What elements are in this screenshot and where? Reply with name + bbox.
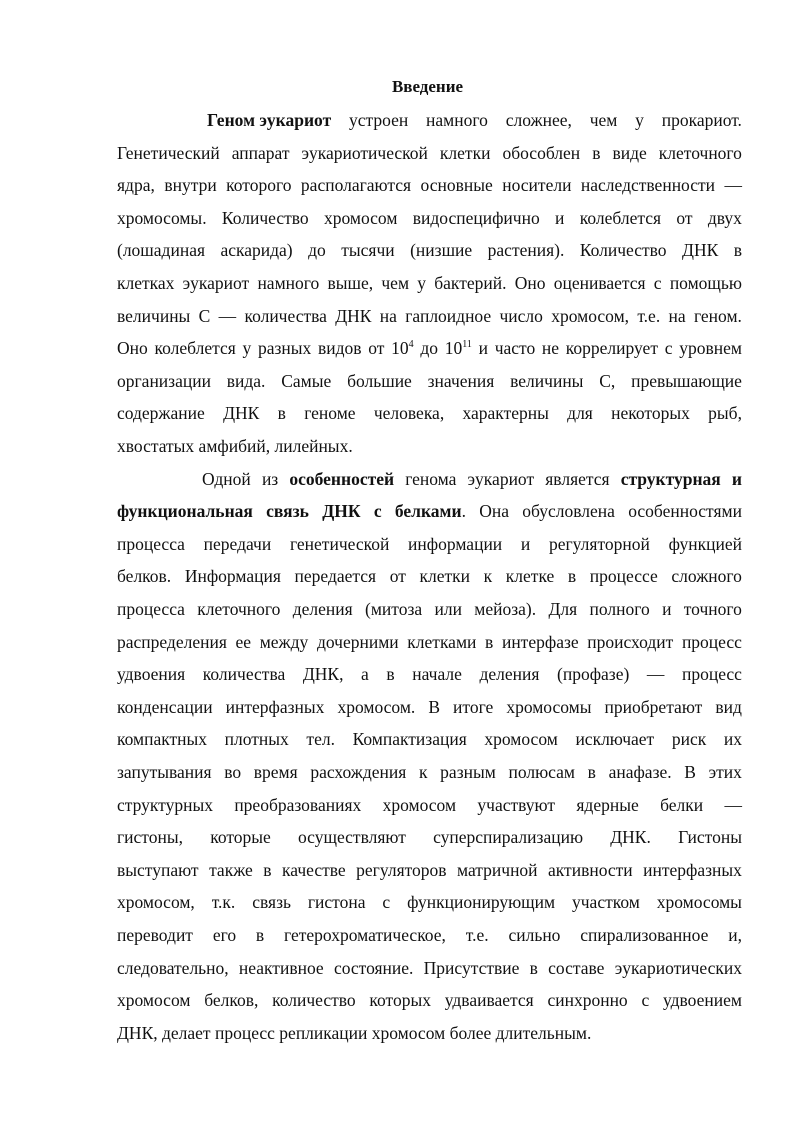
text-line — [117, 793, 742, 817]
text-line — [117, 662, 742, 686]
word: чем — [381, 273, 410, 293]
text-line — [117, 564, 742, 588]
word: следовательно, — [117, 957, 229, 978]
word: в — [485, 631, 494, 652]
word: содержание — [117, 403, 205, 424]
word: неактивное — [238, 957, 324, 978]
word: для — [567, 403, 593, 424]
word: эукариотических — [614, 957, 742, 978]
word: конденсации — [117, 696, 213, 717]
word: помощью — [669, 273, 742, 293]
word: компактных — [117, 729, 208, 750]
word: некоторых — [611, 403, 690, 424]
word: матричной — [457, 859, 538, 880]
word: хромосомы — [506, 696, 592, 717]
word: хромосом. — [337, 696, 416, 717]
word: ДНК — [335, 305, 372, 326]
word: исключает — [575, 729, 655, 750]
word: а — [361, 664, 369, 685]
word: сильно — [508, 925, 561, 945]
word: $10^{11}$ — [444, 338, 472, 359]
word: в — [277, 403, 286, 424]
word: риск — [671, 729, 707, 750]
word: спирализованное — [580, 925, 709, 945]
word: распределения — [117, 631, 227, 652]
word: клетках — [117, 273, 175, 293]
text-line — [117, 825, 742, 849]
word: (низшие — [410, 240, 473, 261]
word: т.к. — [211, 892, 236, 913]
word: виде — [612, 142, 647, 163]
word: и — [478, 338, 488, 359]
text-line — [117, 988, 742, 1012]
word: значения — [427, 370, 495, 391]
word: на — [668, 305, 686, 326]
text-line — [117, 858, 742, 882]
word: — — [646, 664, 665, 685]
word: Гистоны — [678, 827, 742, 848]
word: хромосом — [323, 207, 398, 228]
word: которого — [226, 175, 292, 196]
word: обособлен — [502, 142, 581, 163]
word: интерфазе — [501, 631, 579, 652]
word: Оно — [514, 273, 546, 293]
word: организации — [117, 370, 211, 391]
bold-word: структурная — [620, 468, 721, 489]
word: растения). — [487, 240, 565, 261]
word: клетки — [439, 142, 491, 163]
word: связь — [252, 892, 291, 913]
word: сложнее, — [505, 110, 572, 130]
word: хромосомы. — [117, 207, 207, 228]
word: — — [724, 794, 742, 815]
word: бактерий. — [434, 273, 507, 293]
word: Количество — [221, 207, 309, 228]
word: интерфазных — [643, 859, 742, 880]
word: к — [419, 762, 428, 782]
text-line — [117, 630, 742, 654]
word: которых — [369, 990, 431, 1011]
word: гистоны, — [117, 827, 183, 848]
word: функционирующим — [407, 892, 556, 913]
word: до — [308, 240, 326, 261]
superscript: 11 — [462, 339, 472, 351]
word: тел. — [306, 729, 335, 750]
word: выше, — [327, 273, 374, 293]
word: разных — [257, 338, 312, 359]
word: в — [733, 240, 742, 261]
word: основные — [420, 175, 493, 196]
text-line — [117, 206, 742, 230]
word: информации — [408, 533, 503, 554]
word: точного — [683, 599, 742, 619]
word: ДНК, делает процесс репликации хромосом более длительным. — [117, 1022, 592, 1043]
word: у — [417, 273, 427, 293]
word: разным — [440, 762, 496, 782]
word: оценивается — [553, 273, 646, 293]
word: уровнем — [679, 338, 742, 359]
word: геном. — [693, 305, 742, 326]
word: от — [368, 338, 385, 359]
word: и — [662, 599, 672, 619]
word: в — [255, 925, 265, 945]
word: из — [261, 468, 279, 489]
text-line — [117, 597, 742, 621]
word: у — [242, 338, 252, 359]
word: удвоения — [117, 664, 186, 685]
word: Она — [479, 501, 509, 522]
word: величины — [510, 370, 584, 391]
word: время — [253, 762, 298, 782]
page-title: Введение — [391, 77, 464, 96]
word: рыб, — [708, 403, 742, 424]
bold-word: с — [373, 501, 382, 522]
text-line — [117, 369, 742, 393]
word: Генетический — [117, 142, 220, 163]
word: синхронно — [547, 990, 628, 1011]
word: активности — [548, 859, 633, 880]
word: т.е. — [637, 305, 661, 326]
text-line — [117, 141, 742, 165]
word: наследственности — [580, 175, 716, 196]
word: удваивается — [444, 990, 534, 1011]
word: осуществляют — [298, 827, 406, 848]
word: переводит — [117, 925, 193, 945]
text-line — [117, 271, 742, 295]
word: носители — [502, 175, 572, 196]
word: от — [676, 207, 693, 228]
word: качестве — [282, 859, 346, 880]
superscript: 4 — [408, 339, 414, 351]
text-line — [117, 760, 742, 784]
word: происходит — [587, 631, 674, 652]
word: функцией — [668, 533, 742, 554]
text-line — [207, 108, 742, 132]
word: интерфазных — [225, 696, 325, 717]
word: видоспецифично — [412, 207, 540, 228]
word: приобретают — [604, 696, 703, 717]
word: его — [212, 925, 237, 945]
word: клетке — [505, 566, 555, 587]
word: клетки — [419, 566, 471, 587]
word: у — [635, 110, 644, 130]
word: хромосом, — [551, 305, 630, 326]
text-line — [117, 532, 742, 556]
word: которые — [210, 827, 271, 848]
word: обусловлена — [522, 501, 615, 522]
word: эукариотической — [301, 142, 428, 163]
word: с — [664, 338, 673, 359]
word: эукариот — [467, 468, 535, 489]
word: геноме — [304, 403, 356, 424]
word: состояние. — [333, 957, 414, 978]
word: процесс — [681, 664, 742, 685]
word: к — [483, 566, 493, 587]
word: начале — [412, 664, 462, 685]
word: видов — [317, 338, 362, 359]
word: структурных — [117, 794, 213, 815]
word: Для — [548, 599, 578, 619]
word: деления — [479, 664, 540, 685]
word: часто — [494, 338, 536, 359]
word: вида. — [226, 370, 266, 391]
word: белки — [660, 794, 704, 815]
word: преобразованиях — [234, 794, 362, 815]
word: процесс — [681, 631, 742, 652]
word: ДНК — [223, 403, 260, 424]
word: участвуют — [477, 794, 556, 815]
bold-word: белками. — [394, 501, 466, 522]
bold-word: Геном эукариот — [207, 110, 332, 130]
word: ее — [235, 631, 252, 652]
word: дочерними — [316, 631, 399, 652]
word: хромосом — [382, 794, 457, 815]
word: выступают — [117, 859, 199, 880]
word: количество — [272, 990, 356, 1011]
word: анафазе. — [608, 762, 672, 782]
word: превышающие — [631, 370, 742, 391]
word: количества — [202, 664, 286, 685]
word: прокариот. — [661, 110, 742, 130]
word: большие — [347, 370, 412, 391]
text-line — [117, 173, 742, 197]
word: передается — [294, 566, 377, 587]
word: клеточного — [658, 142, 742, 163]
word: (митоза — [365, 599, 423, 619]
word: чем — [589, 110, 618, 130]
text-line — [117, 956, 742, 980]
word: их — [723, 729, 742, 750]
word: С, — [599, 370, 616, 391]
bold-word: и — [731, 468, 742, 489]
word: удвоением — [662, 990, 742, 1011]
word: деления — [292, 599, 353, 619]
word: на — [379, 305, 397, 326]
word: В — [428, 696, 440, 717]
word: хромосом — [484, 729, 558, 750]
word: Количество — [579, 240, 667, 261]
bold-word: связь — [266, 501, 309, 522]
word: полного — [589, 599, 650, 619]
word: В — [684, 762, 696, 782]
word: коррелирует — [565, 338, 658, 359]
word: человека, — [373, 403, 445, 424]
word: является — [545, 468, 610, 489]
word: хромосомы — [656, 892, 742, 913]
word: ДНК — [682, 240, 719, 261]
word: количества — [244, 305, 327, 326]
bold-word: функциональная — [117, 501, 253, 522]
text-line — [117, 923, 742, 947]
word: также — [209, 859, 253, 880]
text-line — [117, 401, 742, 425]
word: Одной — [202, 468, 251, 489]
word: запутывания — [117, 762, 212, 782]
word: не — [541, 338, 560, 359]
word: мейоза). — [474, 599, 537, 619]
word: — — [724, 175, 742, 196]
word: процесса — [117, 533, 185, 554]
word: аскарида) — [220, 240, 293, 261]
word: в — [592, 142, 601, 163]
word: Самые — [281, 370, 332, 391]
word: во — [224, 762, 242, 782]
word: величины — [117, 305, 191, 326]
text-line — [117, 499, 742, 523]
word: хвостатых амфибий, лилейных. — [117, 436, 353, 456]
word: гистона — [307, 892, 366, 913]
word: сложного — [671, 566, 742, 587]
word: (лошадиная — [117, 240, 206, 261]
word: Информация — [184, 566, 281, 587]
word: ДНК, — [302, 664, 344, 685]
bold-word: особенностей — [289, 468, 395, 489]
word: итоге — [453, 696, 494, 717]
text-line — [117, 336, 742, 360]
word: участком — [572, 892, 640, 913]
word: с — [382, 892, 391, 913]
word: с — [653, 273, 662, 293]
word: особенностями — [628, 501, 742, 522]
word: белков. — [117, 566, 172, 587]
word: клеточного — [197, 599, 281, 619]
word: в — [587, 762, 596, 782]
word: регуляторов — [356, 859, 447, 880]
word: число — [499, 305, 543, 326]
word: т.е. — [465, 925, 489, 945]
word: этих — [708, 762, 742, 782]
text-line — [117, 238, 742, 262]
word: расхождения — [310, 762, 407, 782]
bold-word: ДНК — [322, 501, 361, 522]
word: суперспирализацию — [433, 827, 584, 848]
word: располагаются — [300, 175, 412, 196]
word: генетической — [289, 533, 390, 554]
word: характерны — [462, 403, 549, 424]
word: и, — [728, 925, 742, 945]
word: колеблется — [154, 338, 236, 359]
word: генома — [405, 468, 457, 489]
word: с — [641, 990, 650, 1011]
word: двух — [707, 207, 742, 228]
word: клетками — [407, 631, 477, 652]
word: аппарат — [231, 142, 290, 163]
word: тысячи — [341, 240, 395, 261]
text-line — [117, 434, 742, 458]
word: колеблется — [579, 207, 662, 228]
word: эукариот — [182, 273, 250, 293]
word: гаплоидное — [405, 305, 492, 326]
word: в — [567, 566, 577, 587]
word: Оно — [117, 338, 148, 359]
word: С — [198, 305, 211, 326]
word: хромосом — [117, 990, 191, 1011]
word: или — [434, 599, 462, 619]
word: внутри — [164, 175, 217, 196]
text-line — [202, 467, 742, 491]
word: гетерохроматическое, — [284, 925, 446, 945]
text-line — [117, 695, 742, 719]
word: в — [386, 664, 395, 685]
word: и — [520, 533, 531, 554]
word: в — [529, 957, 538, 978]
word: ядерные — [576, 794, 639, 815]
word: намного — [426, 110, 488, 130]
word: между — [259, 631, 309, 652]
text-line — [117, 1021, 742, 1045]
word: процессе — [589, 566, 658, 587]
word: (профазе) — [557, 664, 630, 685]
word: составе — [548, 957, 605, 978]
text-line — [117, 890, 742, 914]
word: и — [555, 207, 565, 228]
word: ДНК. — [610, 827, 651, 848]
word: процесса — [117, 599, 185, 619]
word: устроен — [349, 110, 409, 130]
word: до — [420, 338, 439, 359]
word: регуляторной — [548, 533, 650, 554]
word: полюсам — [508, 762, 575, 782]
word: хромосом, — [117, 892, 195, 913]
word: Присутствие — [423, 957, 520, 978]
word: в — [263, 859, 272, 880]
word: белков, — [204, 990, 259, 1011]
text-line — [117, 727, 742, 751]
word: от — [389, 566, 406, 587]
word: передачи — [203, 533, 272, 554]
word: намного — [257, 273, 320, 293]
word: Компактизация — [352, 729, 467, 750]
word: $10^4$ — [391, 338, 414, 359]
word: вид — [715, 696, 742, 717]
word: — — [218, 305, 237, 326]
word: плотных — [224, 729, 289, 750]
text-line — [117, 304, 742, 328]
word: ядра, — [117, 175, 155, 196]
